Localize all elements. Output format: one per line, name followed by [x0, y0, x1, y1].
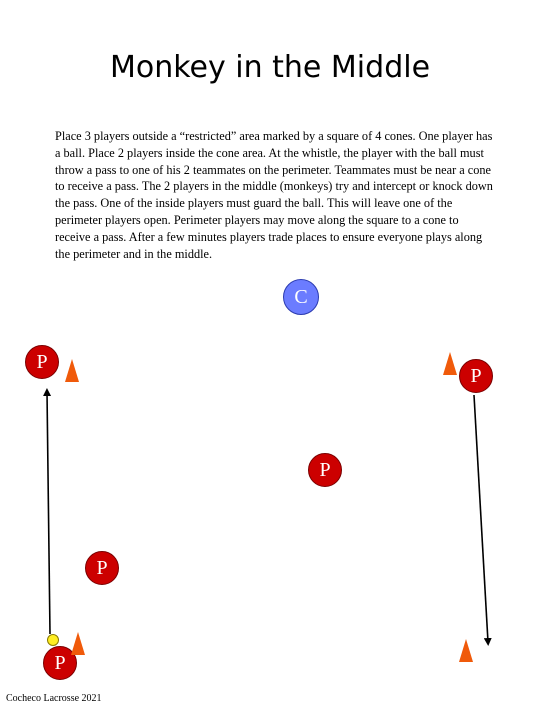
player-label: P [319, 458, 331, 481]
player-label: P [36, 350, 48, 373]
page-title: Monkey in the Middle [109, 50, 431, 85]
player-top-right [459, 359, 493, 393]
coach-label: C [294, 285, 308, 308]
player-middle-left [85, 551, 119, 585]
player-label: P [54, 651, 66, 674]
instructions-text: Place 3 players outside a “restricted” area marked by a square of 4 cones. One player has a ball. Place 2 players inside the cone area. At the whistle, the player with the ball must throw a pass to one of his 2 teammates on the perimeter. Teammates must be near a cone to receive a pass. The 2 players in the middle (monkeys) try and intercept or knock down the pass. One of the inside players must guard the ball. This will leave one of the perimeter players open. Perimeter players may move along the square to a cone to receive a pass. After a few minutes players trade places to ensure everyone plays along the perimeter and in the middle. [55, 129, 493, 261]
player-label: P [96, 556, 108, 579]
right-arrow [474, 395, 488, 642]
cone-bottom-right-icon [459, 639, 473, 662]
ball-icon [47, 634, 59, 646]
cone-top-left-icon [65, 359, 79, 382]
player-middle-right [308, 453, 342, 487]
cone-bottom-left-icon [71, 632, 85, 655]
left-arrow [47, 392, 50, 634]
player-label: P [470, 364, 482, 387]
coach-marker [283, 279, 319, 315]
footer-credit: Cocheco Lacrosse 2021 [6, 693, 102, 704]
player-top-left [25, 345, 59, 379]
cone-top-right-icon [443, 352, 457, 375]
